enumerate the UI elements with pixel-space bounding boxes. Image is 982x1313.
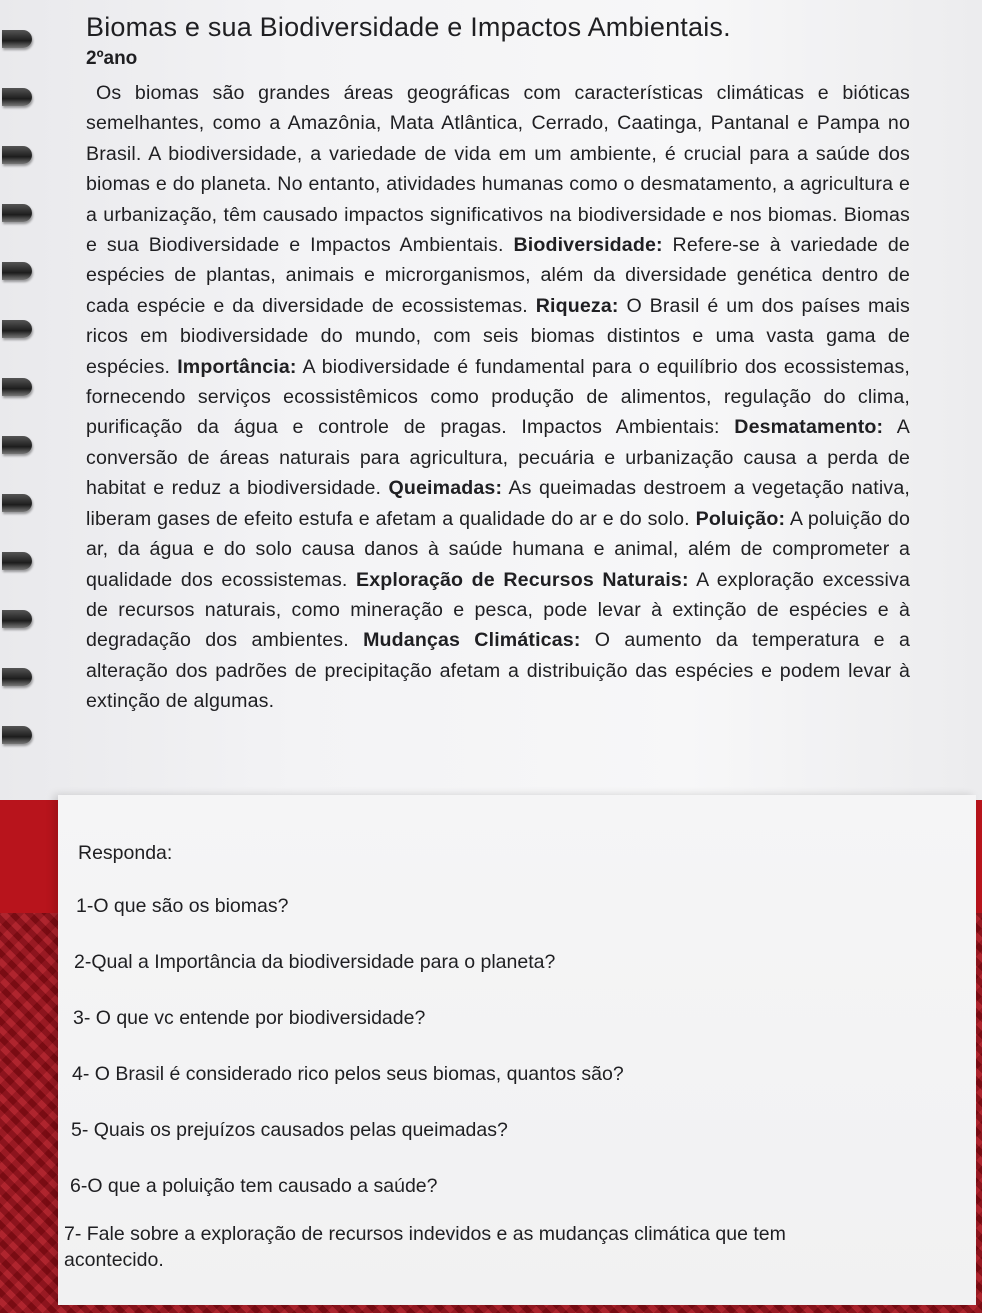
question-item: 2-Qual a Importância da biodiversidade para o planeta? — [74, 951, 556, 973]
desmatamento-heading: Desmatamento: — [734, 416, 884, 439]
questions-intro: Responda: — [78, 842, 173, 864]
spiral-ring — [2, 726, 32, 744]
importancia-text: A biodiversidade é fundamental para o equilíbrio dos ecossistemas, fornecendo serviços ecossistêmicos como produção de alimentos, regulação do clima, purificação da água e controle de pragas. Impactos Ambientais: — [86, 355, 910, 439]
exploracao-text: A exploração excessiva de recursos naturais, como mineração e pesca, pode levar à extinção de espécies e à degradação dos ambientes. — [86, 568, 910, 652]
question-item: 7- Fale sobre a exploração de recursos indevidos e as mudanças climática que tem acontecido. — [64, 1223, 786, 1271]
queimadas-heading: Queimadas: — [388, 477, 503, 500]
spiral-binding — [0, 30, 40, 770]
question-item: 6-O que a poluição tem causado a saúde? — [70, 1175, 438, 1197]
riqueza-text: O Brasil é um dos países mais ricos em biodiversidade do mundo, com seis biomas distintos e uma vasta gama de espécies. — [86, 294, 910, 378]
spiral-ring — [2, 320, 32, 338]
reading-text — [86, 10, 910, 717]
spiral-ring — [2, 552, 32, 570]
spiral-ring — [2, 610, 32, 628]
spiral-ring — [2, 378, 32, 396]
spiral-ring — [2, 436, 32, 454]
spiral-ring — [2, 494, 32, 512]
riqueza-heading: Riqueza: — [535, 294, 619, 317]
importancia-heading: Importância: — [177, 355, 297, 378]
desmatamento-text: A conversão de áreas naturais para agricultura, pecuária e urbanização causa a perda de habitat e reduz a biodiversidade. — [86, 416, 910, 500]
spiral-ring — [2, 88, 32, 106]
spiral-ring — [2, 668, 32, 686]
body-paragraph — [86, 78, 910, 717]
question-item: 5- Quais os prejuízos causados pelas queimadas? — [71, 1119, 508, 1141]
biodiversidade-text: Refere-se à variedade de espécies de plantas, animais e microrganismos, além da diversidade genética dentro de cada espécie e da diversidade de ecossistemas. — [86, 234, 910, 317]
question-item: 4- O Brasil é considerado rico pelos seus biomas, quantos são? — [72, 1063, 624, 1085]
page-title: Biomas e sua Biodiversidade e Impactos Ambientais. — [86, 12, 731, 42]
questions-section — [64, 842, 900, 1273]
spiral-ring — [2, 262, 32, 280]
mudancas-text: O aumento da temperatura e a alteração dos padrões de precipitação afetam a distribuição das espécies e podem levar à extinção de algumas. — [86, 629, 910, 713]
question-item: 3- O que vc entende por biodiversidade? — [73, 1007, 426, 1029]
grade-label: 2ºano — [86, 48, 138, 69]
queimadas-text: As queimadas destroem a vegetação nativa, liberam gases de efeito estufa e afetam a qualidade do ar e do solo. — [86, 477, 910, 530]
exploracao-heading: Exploração de Recursos Naturais: — [356, 568, 689, 591]
poluicao-text: A poluição do ar, da água e do solo causa danos à saúde humana e animal, além de comprometer a qualidade dos ecossistemas. — [86, 507, 911, 591]
mudancas-heading: Mudanças Climáticas: — [363, 629, 581, 652]
spiral-ring — [2, 146, 32, 164]
spiral-ring — [2, 204, 32, 222]
question-item: 1-O que são os biomas? — [76, 895, 289, 917]
intro-text: Os biomas são grandes áreas geográficas com características climáticas e bióticas semelhantes, como a Amazônia, Mata Atlântica, Cerrado, Caatinga, Pantanal e Pampa no Brasil. A biodiversidade, a variedade de vida em um ambiente, é crucial para a saúde dos biomas e do planeta. No entanto, atividades humanas como o desmatamento, a agricultura e a urbanização, têm causado impactos significativos na biodiversidade e nos biomas. Biomas e sua Biodiversidade e Impactos Ambientais. — [86, 82, 910, 257]
spiral-ring — [2, 30, 32, 48]
poluicao-heading: Poluição: — [695, 507, 786, 530]
biodiversidade-heading: Biodiversidade: — [513, 234, 663, 257]
